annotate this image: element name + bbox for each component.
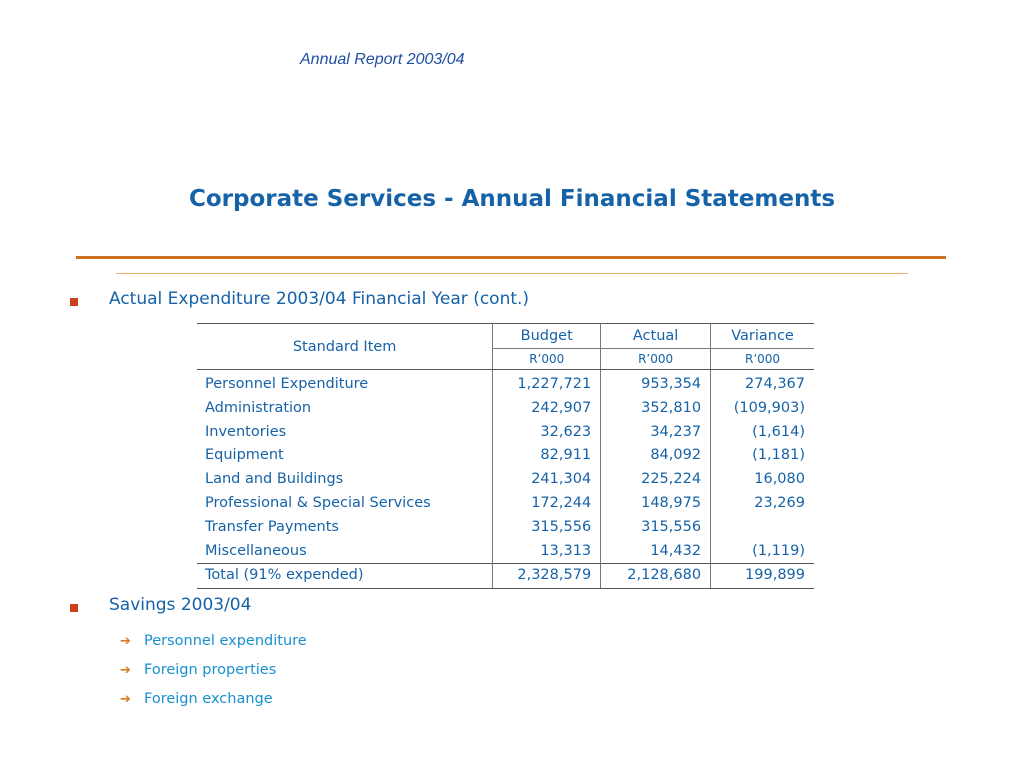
table-row [197, 468, 814, 492]
table-row [197, 492, 814, 516]
total-actual-value: 2,128,680 [601, 564, 711, 589]
savings-item-text: Foreign exchange [144, 691, 273, 707]
row-item-label: Miscellaneous [197, 540, 493, 564]
row-actual-value: 225,224 [601, 468, 711, 492]
row-item-label: Administration [197, 397, 493, 421]
header-budget: Budget [493, 324, 601, 349]
row-variance-value: (1,181) [752, 447, 805, 464]
table-row [197, 540, 814, 564]
row-item-label: Personnel Expenditure [197, 370, 493, 397]
bullet-expenditure-heading: Actual Expenditure 2003/04 Financial Year (cont.) [109, 289, 530, 309]
row-item-label: Equipment [197, 444, 493, 468]
header-variance: Variance [711, 324, 814, 349]
row-item-label: Inventories [197, 421, 493, 445]
table-row [197, 516, 814, 540]
row-actual-value: 34,237 [601, 421, 711, 445]
title-underline [76, 256, 946, 259]
row-budget-value: 32,623 [493, 421, 601, 445]
total-budget-value: 2,328,579 [493, 564, 601, 589]
row-actual-value: 84,092 [601, 444, 711, 468]
savings-list-item [120, 662, 276, 678]
variance-unit-label: R’000 [711, 349, 814, 370]
savings-list-item [120, 691, 273, 707]
savings-item-text: Personnel expenditure [144, 633, 307, 649]
expenditure-table [197, 323, 814, 589]
row-budget-value: 1,227,721 [493, 370, 601, 397]
bullet-savings-heading: Savings 2003/04 [109, 595, 252, 615]
header-actual: Actual [601, 324, 711, 349]
budget-unit-label: R’000 [493, 349, 601, 370]
row-item-label: Land and Buildings [197, 468, 493, 492]
total-variance-value: 199,899 [711, 564, 814, 589]
row-item-label: Professional & Special Services [197, 492, 493, 516]
row-item-label: Transfer Payments [197, 516, 493, 540]
row-variance-value: (1,614) [752, 423, 805, 440]
row-actual-value: 953,354 [601, 370, 711, 397]
savings-list-item [120, 633, 307, 649]
row-budget-value: 172,244 [493, 492, 601, 516]
report-header-label: Annual Report 2003/04 [300, 51, 465, 68]
row-variance-value [711, 516, 814, 540]
row-variance-value: 23,269 [754, 494, 805, 511]
table-total-row [197, 564, 814, 589]
square-bullet-icon [70, 298, 78, 306]
title-divider-thin [116, 273, 908, 274]
header-standard-item: Standard Item [197, 324, 493, 370]
row-budget-value: 242,907 [493, 397, 601, 421]
table-row [197, 370, 814, 397]
table-row [197, 397, 814, 421]
row-actual-value: 352,810 [601, 397, 711, 421]
savings-item-text: Foreign properties [144, 662, 277, 678]
row-budget-value: 82,911 [493, 444, 601, 468]
row-budget-value: 315,556 [493, 516, 601, 540]
row-actual-value: 14,432 [601, 540, 711, 564]
row-budget-value: 13,313 [493, 540, 601, 564]
arrow-right-icon: ➔ [120, 663, 131, 678]
arrow-right-icon: ➔ [120, 634, 131, 649]
row-variance-value: (109,903) [733, 399, 805, 416]
total-item-label: Total (91% expended) [197, 564, 493, 589]
square-bullet-icon [70, 604, 78, 612]
row-actual-value: 148,975 [601, 492, 711, 516]
table-header-row [197, 324, 814, 349]
row-budget-value: 241,304 [493, 468, 601, 492]
arrow-right-icon: ➔ [120, 692, 131, 707]
table-row [197, 444, 814, 468]
table-row [197, 421, 814, 445]
row-variance-value: (1,119) [752, 542, 805, 559]
slide-title: Corporate Services - Annual Financial Statements [188, 186, 836, 212]
row-variance-value: 16,080 [754, 471, 805, 488]
row-actual-value: 315,556 [601, 516, 711, 540]
actual-unit-label: R’000 [601, 349, 711, 370]
row-variance-value: 274,367 [745, 376, 805, 392]
